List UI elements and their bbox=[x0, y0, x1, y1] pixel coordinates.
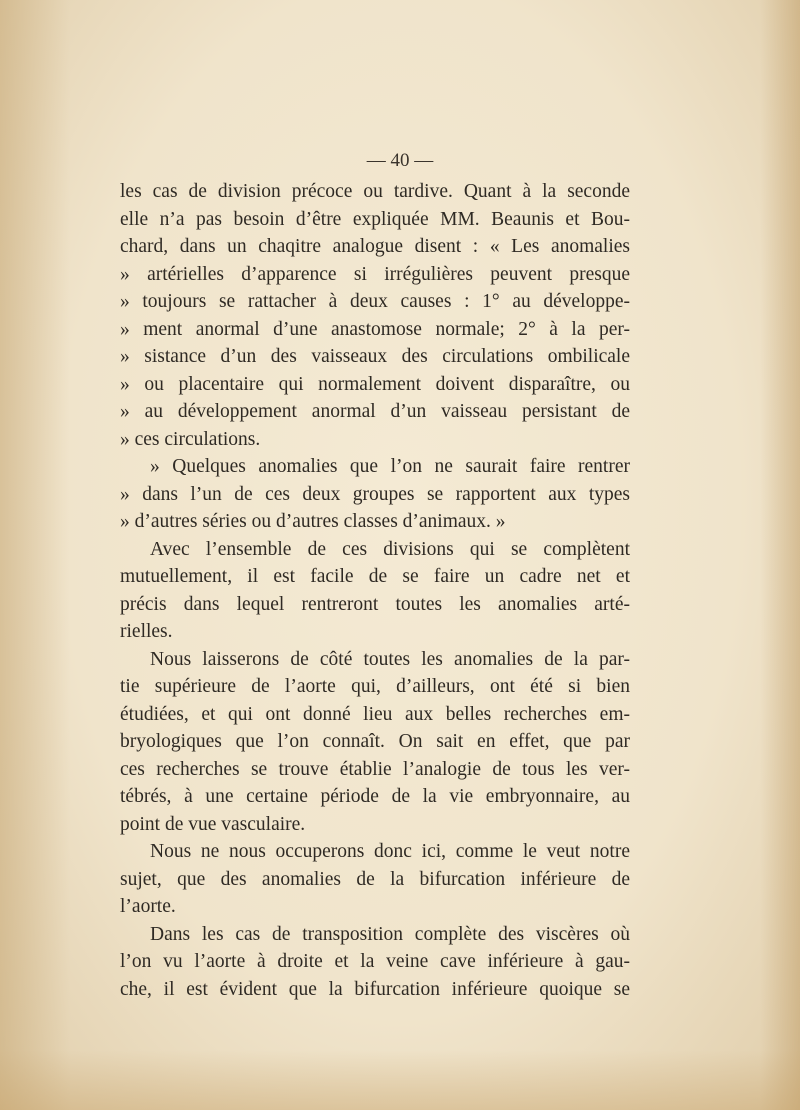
text-line: » toujours se rattacher à deux causes : 1° au développe- bbox=[120, 291, 630, 312]
text-line: » au développement anormal d’un vaisseau persistant de bbox=[120, 401, 630, 422]
text-line: les cas de division précoce ou tardive. Quant à la seconde bbox=[120, 181, 630, 202]
text-line: ces recherches se trouve établie l’analogie de tous les ver- bbox=[120, 758, 630, 780]
text-line: Dans les cas de transposition complète des viscères où bbox=[150, 923, 630, 945]
text-line: rielles. bbox=[120, 621, 173, 642]
text-line: che, il est évident que la bifurcation inférieure quoique se bbox=[120, 978, 630, 1000]
body-text bbox=[120, 178, 630, 1003]
text-line: l’aorte. bbox=[120, 896, 176, 917]
text-line: » ces circulations. bbox=[120, 428, 261, 450]
text-line: Avec l’ensemble de ces divisions qui se complètent bbox=[150, 538, 630, 560]
text-line: » dans l’un de ces deux groupes se rapportent aux types bbox=[120, 483, 630, 505]
page-number: — 40 — bbox=[366, 150, 434, 171]
text-line: Nous ne nous occuperons donc ici, comme le veut notre bbox=[150, 841, 630, 862]
text-line: » artérielles d’apparence si irrégulières peuvent presque bbox=[120, 263, 630, 285]
text-line: » d’autres séries ou d’autres classes d’animaux. » bbox=[120, 511, 506, 532]
text-line: l’on vu l’aorte à droite et la veine cave inférieure à gau- bbox=[120, 951, 630, 972]
text-line: point de vue vasculaire. bbox=[120, 813, 306, 835]
page-edge-stain-bottom bbox=[0, 1050, 800, 1110]
text-line: sujet, que des anomalies de la bifurcation inférieure de bbox=[120, 868, 630, 890]
text-line: précis dans lequel rentreront toutes les anomalies arté- bbox=[120, 593, 630, 615]
text-line: tébrés, à une certaine période de la vie embryonnaire, au bbox=[120, 786, 630, 807]
text-line: tie supérieure de l’aorte qui, d’ailleurs, ont été si bien bbox=[120, 676, 630, 697]
text-line: » Quelques anomalies que l’on ne saurait faire rentrer bbox=[150, 456, 630, 477]
text-line: elle n’a pas besoin d’être expliquée MM. Beaunis et Bou- bbox=[120, 208, 630, 230]
text-line: » ou placentaire qui normalement doivent disparaître, ou bbox=[120, 373, 630, 395]
text-line: Nous laisserons de côté toutes les anomalies de la par- bbox=[150, 648, 630, 670]
text-line: chard, dans un chaqitre analogue disent : « Les anomalies bbox=[120, 236, 630, 257]
text-line: bryologiques que l’on connaît. On sait en effet, que par bbox=[120, 731, 630, 752]
text-line: » ment anormal d’une anastomose normale; 2° à la per- bbox=[120, 318, 630, 340]
text-line: étudiées, et qui ont donné lieu aux belles recherches em- bbox=[120, 703, 630, 725]
text-line: mutuellement, il est facile de se faire un cadre net et bbox=[120, 566, 630, 587]
text-line: » sistance d’un des vaisseaux des circulations ombilicale bbox=[120, 346, 630, 367]
